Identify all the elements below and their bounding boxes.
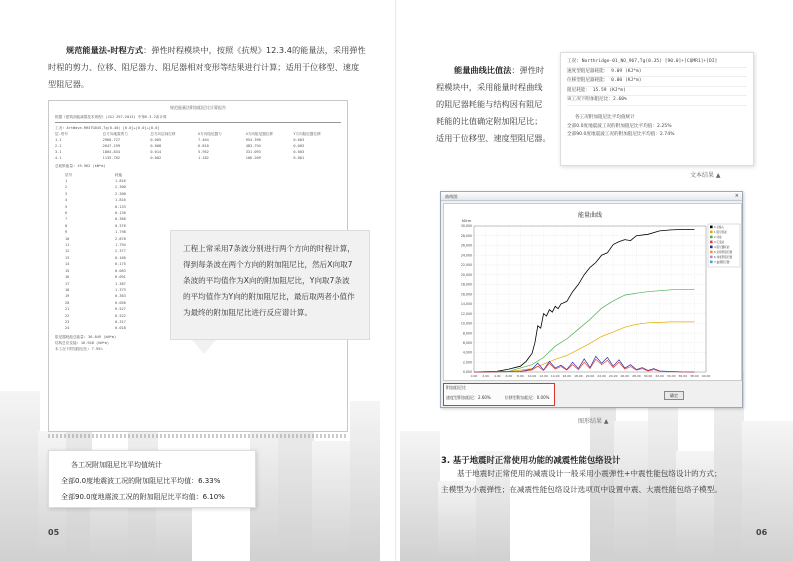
y-tick-label: 12,000 <box>460 311 472 316</box>
callout-text: 工程上常采用7条波分别进行两个方向的时程计算，得到每条波在两个方向的附加阻尼比，然后X向取7条波的平均值作为X向的附加阻尼比，Y向取7条波的平均值作为Y向的附加阻尼比，最后取两者小值作为最终的附加阻尼比进行反应谱计算。 <box>183 244 355 317</box>
left-intro-line3: 型阻尼器。 <box>48 79 89 89</box>
legend-swatch <box>710 231 713 234</box>
right-intro-heading: 能量曲线比值法 <box>454 65 512 75</box>
x-tick-label: 30.00 <box>643 374 653 378</box>
table-row: 23 0.317 <box>65 319 126 324</box>
x-tick-label: 14.00 <box>550 374 560 378</box>
series-line-1 <box>474 322 694 372</box>
table-row: 16 0.091 <box>65 275 126 280</box>
table-row: 5 0.133 <box>65 204 126 209</box>
x-tick-label: 10.00 <box>527 374 537 378</box>
legend-label: 1 阻尼耗能 <box>714 231 727 234</box>
table-row: 11 1.794 <box>65 243 126 248</box>
legend-label: 2 动能 <box>714 236 722 239</box>
x-tick-label: 8.00 <box>517 374 524 378</box>
series-line-0 <box>474 229 694 372</box>
series-line-4 <box>474 359 694 372</box>
energy-chart-area <box>443 203 742 381</box>
chart-title: 能量曲线 <box>577 212 603 219</box>
table-row: 8 0.376 <box>65 223 126 228</box>
x-tick-label: 12.00 <box>539 374 548 378</box>
y-tick-label: 20,000 <box>460 272 472 277</box>
table-row: 6 0.130 <box>65 211 126 216</box>
table-row: 12 2.377 <box>65 249 126 254</box>
table-row: 22 0.522 <box>65 313 126 318</box>
window-title: 曲线图 <box>445 194 458 199</box>
graph-result-caption: 图形结果 ▲ <box>578 418 609 425</box>
x-tick-label: 0.00 <box>470 374 478 378</box>
y-tick-label: 18,000 <box>460 282 472 287</box>
y-tick-label: 26,000 <box>460 243 472 248</box>
legend-label: 7 黏滞阻尼器 <box>714 261 730 264</box>
y-tick-label: 14,000 <box>460 302 472 307</box>
x-tick-label: 32.00 <box>655 374 664 378</box>
table-row: 20 0.050 <box>65 300 126 305</box>
left-intro-line1: ：弹性时程模块中，按照《抗规》12.3.4的能量法，采用弹性 <box>143 45 366 55</box>
table-row: 17 1.387 <box>65 281 126 286</box>
legend-label: 3 应变能 <box>714 241 725 244</box>
legend-label: 5 位移型阻尼器 <box>714 251 733 254</box>
x-tick-label: 36.00 <box>678 374 688 378</box>
table-row: 2-1 2647.199 0.008 6.810 483.794 0.003 <box>55 144 305 148</box>
page-number-left: 05 <box>48 528 60 537</box>
table-row: 21 0.527 <box>65 307 126 312</box>
velocity-damping-value: 速度型附加阻尼：2.60% <box>446 394 491 400</box>
left-summary-box <box>48 450 256 508</box>
report-col-header: 层号 耗能 <box>65 173 123 177</box>
page-number-right: 06 <box>756 528 768 537</box>
legend-swatch <box>710 236 713 239</box>
x-tick-label: 38.00 <box>690 374 699 378</box>
x-tick-label: 22.00 <box>597 374 606 378</box>
right-intro-paragraph: 能量曲线比值法：弹性时 程模块中，采用能量时程曲线 的阻尼器耗能与结构因有阻尼 耗能的比值确定附加阻尼比； 适用于位移型、速度型阻尼器。 <box>436 65 551 143</box>
x-tick-label: 4.00 <box>493 374 501 378</box>
table-row: 7 0.366 <box>65 217 126 222</box>
table-row: 3 2.300 <box>65 191 126 196</box>
left-intro-paragraph <box>48 42 368 93</box>
text-result-case: 工况: Northridge-01_NO_967,Tg(0.35) [90.0]+[CQMR1]+[DI] <box>567 58 747 68</box>
y-tick-label: 28,000 <box>460 233 472 238</box>
table-row: 15 0.063 <box>65 268 126 273</box>
text-result-box: 工况: Northridge-01_NO_967,Tg(0.35) [90.0]+[CQMR1]+[DI] 速度型阻尼器耗能： 9.09 (KJ*m) 位移型阻尼器耗能： 0.00 (KJ*m) 阻尼耗能： 15.59 (KJ*m) 该工况下附加阻尼比：2.60% 各工况附加阻尼比平均值统计 全部0.0度地震波工况的附加阻尼比平均值：2.25% 全部90.0度地震波工况的附加阻尼比平均值：2.74% <box>560 52 754 166</box>
text-result-caption: 文本结果 ▲ <box>690 172 721 179</box>
curve-window <box>440 191 743 408</box>
table-row: 19 0.363 <box>65 294 126 299</box>
callout-tail <box>192 340 216 354</box>
x-tick-label: 2.00 <box>482 374 489 378</box>
table-row: 4-1 1135.782 0.002 1.182 106.209 0.001 <box>55 156 305 160</box>
x-tick-label: 24.00 <box>608 374 618 378</box>
y-tick-label: 0.000 <box>462 370 472 375</box>
y-tick-label: 10,000 <box>460 321 472 326</box>
damping-ratio-label: 附加阻尼比 <box>446 385 466 390</box>
table-row: 3-1 1804.834 0.014 5.952 331.093 0.003 <box>55 150 305 154</box>
x-tick-label: 20.00 <box>585 374 595 378</box>
table-row: 1-1 2960.727 0.005 7.464 954.390 0.003 <box>55 138 305 142</box>
x-tick-label: 40.00 <box>701 374 711 378</box>
legend-swatch <box>710 251 713 254</box>
left-summary-line2: 全部90.0度地震波工况的附加阻尼比平均值：6.10% <box>61 493 225 501</box>
y-tick-label: 22,000 <box>460 263 472 268</box>
y-tick-label: 16,000 <box>460 292 472 297</box>
legend-swatch <box>710 256 713 259</box>
x-tick-label: 6.00 <box>505 374 513 378</box>
y-tick-label: 4,000 <box>462 350 472 355</box>
callout-bubble <box>170 230 370 340</box>
report-energy-line: 总耗散能量: 19.962 (kN*m) <box>55 164 106 168</box>
x-tick-label: 34.00 <box>666 374 676 378</box>
left-intro-heading: 规范能量法-时程方式 <box>66 45 144 55</box>
legend-label: 0 总输入 <box>714 226 725 229</box>
text-result-summary: 各工况附加阻尼比平均值统计 全部0.0度地震波工况的附加阻尼比平均值：2.25% 全部90.0度地震波工况的附加阻尼比平均值：2.74% <box>567 114 675 138</box>
legend-label: 6 速度型阻尼器 <box>714 256 733 259</box>
report-line1: 根据《建筑消能减震技术规程》(JGJ 297-2013) 中第6.3.2条计算 <box>55 115 167 119</box>
table-row: 10 2.878 <box>65 236 126 241</box>
displacement-damping-value: 位移型附加阻尼：0.00% <box>504 394 550 400</box>
table-row: 24 0.018 <box>65 326 126 331</box>
damping-ratio-box <box>443 383 555 406</box>
x-tick-label: 26.00 <box>620 374 630 378</box>
energy-curve-chart <box>444 204 743 382</box>
series-line-2 <box>474 289 694 372</box>
x-tick-label: 28.00 <box>632 374 641 378</box>
y-tick-label: 24,000 <box>460 253 472 258</box>
left-summary-line1: 全部0.0度地震波工况的附加阻尼比平均值：6.33% <box>61 477 221 485</box>
table-row: 9 1.798 <box>65 230 126 235</box>
legend-swatch <box>710 261 713 264</box>
y-tick-label: 30,000 <box>460 224 472 229</box>
x-tick-label: 16.00 <box>562 374 572 378</box>
divider <box>48 434 348 438</box>
legend-swatch <box>710 241 713 244</box>
section-paragraph: 基于地震时正常使用的减震设计一般采用小震弹性+中震性能包络设计的方式； 主模型为小震弹性；在减震性能包络设计选项页中设置中震、大震性能包络子模型。 <box>441 469 722 494</box>
close-icon[interactable]: × <box>734 193 739 199</box>
report-title: 规范能量法附加阻尼比计算报告 <box>170 105 226 110</box>
left-intro-line2: 时程的剪力、位移、阻尼器力、阻尼器相对变形等结果进行计算；适用于位移型、速度 <box>48 62 360 72</box>
window-footer <box>443 382 742 407</box>
window-titlebar[interactable] <box>441 192 742 201</box>
table-row: 4 1.816 <box>65 198 126 203</box>
report-line2: 工况: ArtWave-RH4TG045,Tg(0.40) [0.0]+[0.0]+[0.0] <box>55 126 160 130</box>
y-tick-label: 2,000 <box>462 360 472 365</box>
y-tick-label: 8,000 <box>462 331 472 336</box>
x-tick-label: 18.00 <box>574 374 583 378</box>
legend-label: 4 阻尼器耗能 <box>714 246 730 249</box>
table-row: 2 2.300 <box>65 185 126 190</box>
section-title: 3. 基于地震时正常使用功能的减震性能包络设计 <box>441 455 621 465</box>
report-tail2: 结构总应变能: 16.948 (kN*m) <box>55 340 110 345</box>
ok-button[interactable]: 确定 <box>664 391 684 400</box>
left-summary-heading: 各工况附加阻尼比平均值统计 <box>71 461 162 469</box>
y-unit-label: kN·m <box>462 219 472 223</box>
table-row: 18 1.373 <box>65 287 126 292</box>
y-tick-label: 6,000 <box>462 341 472 345</box>
table-row: 13 0.160 <box>65 255 126 260</box>
table-row: 1 1.816 <box>65 179 126 183</box>
table-row: 14 0.175 <box>65 262 126 267</box>
report-header-row: 层-塔号 总方向地震剪力 总方向层间位移 X方向阻尼器力 X方向阻尼器位移 Y方向阻尼器位移 <box>55 132 321 136</box>
legend-swatch <box>710 226 713 229</box>
report-tail1: 阻尼器耗能总能量: 36.849 (kN*m) <box>55 334 117 339</box>
report-tail3: 本工况下附加阻尼比: 7.95% <box>55 346 103 351</box>
page-spine <box>395 0 397 561</box>
legend-swatch <box>710 246 713 249</box>
